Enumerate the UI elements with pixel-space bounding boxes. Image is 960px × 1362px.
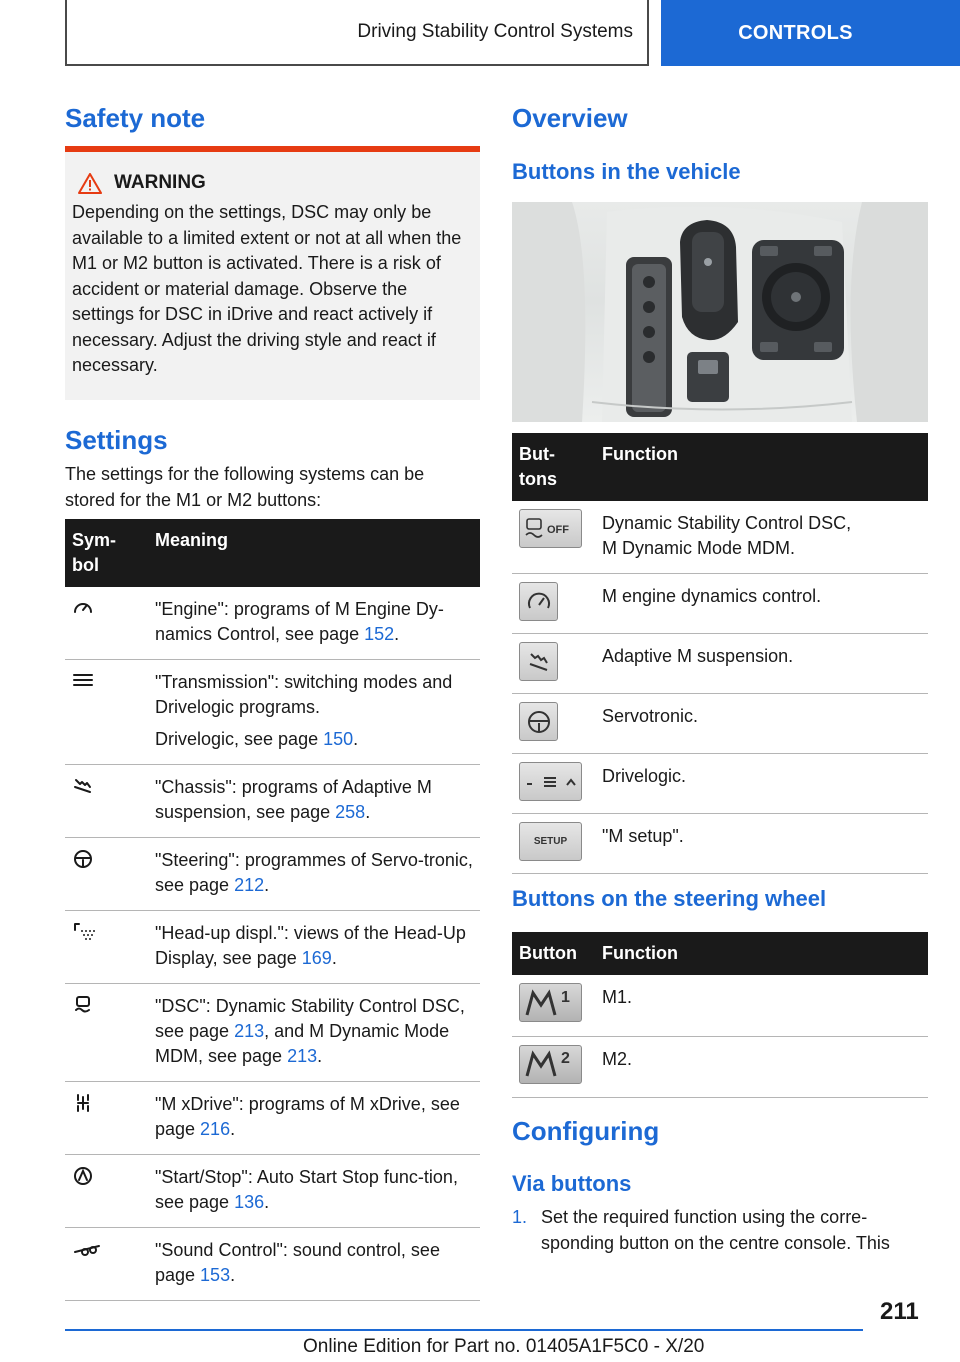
meaning-cell xyxy=(148,1155,480,1228)
function-cell: Drivelogic. xyxy=(595,754,928,814)
function-cell: M engine dynamics control. xyxy=(595,574,928,634)
start-stop-icon xyxy=(72,1171,94,1191)
meaning-after: . xyxy=(317,1046,323,1066)
vehicle-button-row xyxy=(512,501,928,574)
header-section-tab xyxy=(65,0,649,66)
steering-button-row xyxy=(512,1036,928,1098)
meaning-sub xyxy=(155,727,473,752)
svg-text:1: 1 xyxy=(561,988,570,1006)
symbol-cell xyxy=(65,660,148,765)
meaning-main: "Sound Control": sound control, see page xyxy=(155,1240,440,1285)
meaning-cell xyxy=(148,587,480,660)
settings-table xyxy=(65,519,480,1301)
page-link[interactable]: 258 xyxy=(335,802,366,822)
meaning-cell xyxy=(148,984,480,1082)
meaning-main: "Engine": programs of M Engine Dy-namics Control, see page xyxy=(155,599,444,644)
vehicle-button-row xyxy=(512,754,928,814)
engine-gauge-icon xyxy=(72,603,94,623)
warning-text: Depending on the settings, DSC may only be available to a limited extent or not at all when the M1 or M2 button is activated. There is a risk of accident or material damage. Observe the settings for DSC in iDrive and react actively if necessary. Adjust the driving style and react if necessary. xyxy=(72,202,462,375)
meaning-after: . xyxy=(365,802,371,822)
dsc-off-button-icon xyxy=(519,509,582,548)
meaning-text xyxy=(155,994,473,1069)
setup-button-icon xyxy=(519,822,582,861)
settings-col-meaning: Meaning xyxy=(148,519,480,587)
function-cell: M2. xyxy=(595,1036,928,1098)
vehicle-button-row xyxy=(512,694,928,754)
step-number: 1. xyxy=(512,1207,528,1227)
page-link[interactable]: 213 xyxy=(234,1021,265,1041)
symbol-cell xyxy=(65,765,148,838)
configuring-heading: Configuring xyxy=(512,1116,660,1146)
page-link[interactable]: 213 xyxy=(287,1046,318,1066)
setup-button-label: SETUP xyxy=(533,836,568,847)
via-buttons-heading: Via buttons xyxy=(512,1171,632,1196)
symbol-cell xyxy=(65,984,148,1082)
page-link[interactable]: 150 xyxy=(323,729,354,749)
m2-button-icon xyxy=(519,1045,582,1084)
meaning-sub-text: Drivelogic, see page xyxy=(155,729,324,749)
meaning-main: "M xDrive": programs of M xDrive, see page xyxy=(155,1094,460,1139)
button-cell xyxy=(512,1036,595,1098)
svg-text:2: 2 xyxy=(561,1050,570,1067)
center-console-illustration xyxy=(512,202,928,422)
meaning-text xyxy=(155,597,473,647)
meaning-main: "Start/Stop": Auto Start Stop func-tion, see page xyxy=(155,1167,458,1212)
function-cell: Dynamic Stability Control DSC, M Dynamic Mode MDM. xyxy=(595,501,928,574)
servotronic-button-icon xyxy=(519,702,558,741)
meaning-cell xyxy=(148,660,480,765)
step-1 xyxy=(512,1205,928,1256)
settings-table-wrap xyxy=(65,519,480,1301)
settings-row xyxy=(65,838,480,911)
warning-triangle-icon xyxy=(78,173,102,194)
edition-text: Online Edition for Part no. 01405A1F5C0 - X/20 xyxy=(303,1336,705,1357)
meaning-main: "Steering": programmes of Servo-tronic, see page xyxy=(155,850,473,895)
steering-col-function: Function xyxy=(595,932,928,975)
meaning-after: . xyxy=(353,729,359,749)
meaning-cell xyxy=(148,838,480,911)
steering-col-button: Button xyxy=(512,932,595,975)
engine-dynamics-button-icon xyxy=(519,582,558,621)
meaning-after: . xyxy=(264,875,270,895)
button-cell xyxy=(512,501,595,574)
page-link[interactable]: 216 xyxy=(200,1119,231,1139)
warning-header xyxy=(72,172,472,194)
meaning-after: . xyxy=(230,1265,236,1285)
meaning-after: . xyxy=(394,624,400,644)
function-cell: "M setup". xyxy=(595,814,928,874)
button-cell xyxy=(512,634,595,694)
page-link[interactable]: 212 xyxy=(234,875,265,895)
settings-col-symbol: Sym- bol xyxy=(65,519,148,587)
meaning-cell xyxy=(148,765,480,838)
vehicle-button-row xyxy=(512,814,928,874)
suspension-button-icon xyxy=(519,642,558,681)
page-number: 211 xyxy=(880,1298,919,1325)
meaning-text xyxy=(155,1238,473,1288)
button-cell xyxy=(512,754,595,814)
meaning-main: "DSC": Dynamic Stability Control DSC, see page xyxy=(155,996,465,1041)
center-console-photo xyxy=(512,202,928,422)
warning-label: WARNING xyxy=(114,172,206,193)
steering-buttons-table xyxy=(512,932,928,1098)
settings-row xyxy=(65,984,480,1082)
steering-button-row xyxy=(512,975,928,1036)
meaning-main: "Head-up displ.": views of the Head-Up Display, see page xyxy=(155,923,466,968)
meaning-main: "Transmission": switching modes and Drivelogic programs. xyxy=(155,672,453,717)
symbol-cell xyxy=(65,1155,148,1228)
meaning-cell xyxy=(148,911,480,984)
vehicle-button-row xyxy=(512,574,928,634)
function-cell: Adaptive M suspension. xyxy=(595,634,928,694)
transmission-icon xyxy=(72,676,94,696)
settings-heading: Settings xyxy=(65,425,168,455)
meaning-text xyxy=(155,921,473,971)
symbol-cell xyxy=(65,1228,148,1301)
warning-box xyxy=(65,146,480,400)
xdrive-icon xyxy=(72,1098,94,1118)
symbol-cell xyxy=(65,1082,148,1155)
vehicle-button-row xyxy=(512,634,928,694)
meaning-text xyxy=(155,1165,473,1215)
meaning-text xyxy=(155,1092,473,1142)
button-cell xyxy=(512,694,595,754)
meaning-text xyxy=(155,670,473,720)
dsc-icon xyxy=(72,1000,94,1020)
vehicle-table-wrap xyxy=(512,433,928,874)
function-cell: M1. xyxy=(595,975,928,1036)
symbol-cell xyxy=(65,838,148,911)
settings-intro: The settings for the following systems can be stored for the M1 or M2 buttons: xyxy=(65,464,425,510)
header-chapter-tab xyxy=(661,0,960,66)
m1-button-icon xyxy=(519,983,582,1022)
header-chapter-title: CONTROLS xyxy=(738,21,853,44)
meaning-after: . xyxy=(331,948,337,968)
svg-text:OFF: OFF xyxy=(547,523,569,536)
function-cell: Servotronic. xyxy=(595,694,928,754)
settings-row xyxy=(65,1082,480,1155)
button-cell xyxy=(512,574,595,634)
vehicle-col-buttons: But- tons xyxy=(512,433,595,501)
safety-note-heading: Safety note xyxy=(65,103,206,133)
page-link[interactable]: 153 xyxy=(200,1265,231,1285)
meaning-after: . xyxy=(230,1119,236,1139)
symbol-cell xyxy=(65,587,148,660)
footer-rule xyxy=(65,1329,863,1331)
steering-buttons-heading: Buttons on the steering wheel xyxy=(512,886,827,911)
button-cell xyxy=(512,814,595,874)
settings-row xyxy=(65,765,480,838)
vehicle-buttons-table xyxy=(512,433,928,874)
page-link[interactable]: 136 xyxy=(234,1192,265,1212)
settings-row xyxy=(65,587,480,660)
head-up-display-icon xyxy=(72,927,100,947)
steering-wheel-icon xyxy=(72,854,94,874)
header-section-title: Driving Stability Control Systems xyxy=(357,21,633,42)
drivelogic-button-icon xyxy=(519,762,582,801)
chassis-icon xyxy=(72,781,94,801)
meaning-text xyxy=(155,775,473,825)
sound-control-icon xyxy=(72,1244,102,1264)
page-link[interactable]: 169 xyxy=(301,948,332,968)
settings-row xyxy=(65,660,480,765)
step-text: Set the required function using the corre-sponding button on the centre console. This xyxy=(541,1207,890,1253)
meaning-cell xyxy=(148,1082,480,1155)
symbol-cell xyxy=(65,911,148,984)
steering-table-wrap xyxy=(512,932,928,1098)
settings-row xyxy=(65,1155,480,1228)
button-cell xyxy=(512,975,595,1036)
meaning-main: "Chassis": programs of Adaptive M suspension, see page xyxy=(155,777,432,822)
meaning-text xyxy=(155,848,473,898)
page-link[interactable]: 152 xyxy=(364,624,395,644)
settings-row xyxy=(65,911,480,984)
meaning-cell xyxy=(148,1228,480,1301)
vehicle-col-function: Function xyxy=(595,433,928,501)
meaning-mid: , and M Dynamic Mode MDM, see page xyxy=(155,1021,450,1066)
settings-row xyxy=(65,1228,480,1301)
meaning-after: . xyxy=(264,1192,270,1212)
vehicle-buttons-heading: Buttons in the vehicle xyxy=(512,159,741,184)
overview-heading: Overview xyxy=(512,103,628,133)
